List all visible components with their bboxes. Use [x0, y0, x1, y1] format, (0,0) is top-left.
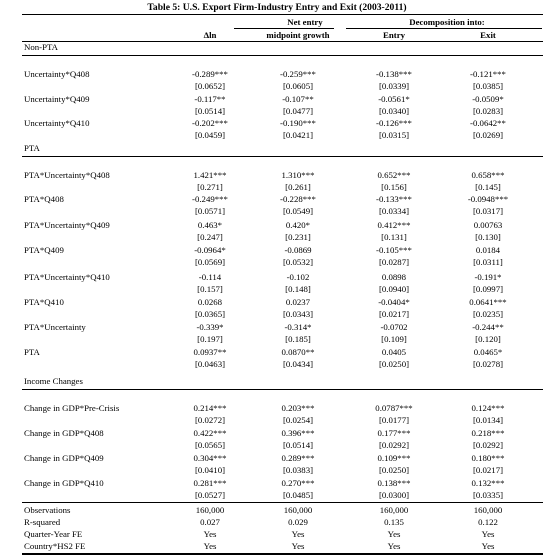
footer-label: Observations	[24, 505, 71, 515]
coef-cell: 0.0268	[197, 297, 223, 307]
se-cell: [0.0571]	[194, 206, 226, 216]
se-cell: [0.0335]	[472, 490, 504, 500]
row-label: PTA*Uncertainty*Q408	[24, 170, 110, 180]
se-cell: [0.0292]	[472, 440, 504, 450]
coef-cell: -0.0509*	[472, 94, 504, 104]
coef-cell: 0.203***	[281, 403, 315, 413]
se-cell: [0.0292]	[378, 440, 410, 450]
coef-cell: 0.218***	[471, 428, 505, 438]
se-cell: [0.0343]	[282, 309, 314, 319]
se-cell: [0.0365]	[194, 309, 226, 319]
se-cell: [0.0477]	[282, 106, 314, 116]
se-cell: [0.0385]	[472, 81, 504, 91]
coef-cell: -0.202***	[192, 118, 228, 128]
se-cell: [0.0287]	[378, 257, 410, 267]
footer-cell: Yes	[203, 541, 217, 551]
se-cell: [0.157]	[197, 284, 223, 294]
se-cell: [0.0334]	[378, 206, 410, 216]
se-cell: [0.0652]	[194, 81, 226, 91]
se-cell: [0.0217]	[378, 309, 410, 319]
coef-cell: 0.0465*	[473, 347, 503, 357]
se-cell: [0.156]	[381, 182, 407, 192]
top-rule	[22, 14, 543, 15]
se-cell: [0.0549]	[282, 206, 314, 216]
footer-rule	[22, 502, 543, 503]
coef-cell: -0.102	[286, 272, 310, 282]
coef-cell: 0.652***	[377, 170, 411, 180]
decomposition-header: Decomposition into:	[409, 17, 485, 27]
section-label: PTA	[24, 143, 40, 153]
row-label: Change in GDP*Q410	[24, 478, 104, 488]
section-label: Income Changes	[24, 376, 83, 386]
se-cell: [0.0565]	[194, 440, 226, 450]
se-cell: [0.131]	[381, 232, 407, 242]
coef-cell: 0.270***	[281, 478, 315, 488]
footer-cell: Yes	[291, 541, 305, 551]
se-cell: [0.145]	[475, 182, 501, 192]
row-label: Change in GDP*Q408	[24, 428, 104, 438]
se-cell: [0.0514]	[282, 440, 314, 450]
footer-cell: Yes	[481, 541, 495, 551]
footer-cell: 0.122	[478, 517, 498, 527]
se-cell: [0.185]	[285, 334, 311, 344]
coef-cell: -0.0964*	[194, 245, 226, 255]
se-cell: [0.0514]	[194, 106, 226, 116]
coef-cell: 0.289***	[281, 453, 315, 463]
se-cell: [0.0459]	[194, 130, 226, 140]
se-cell: [0.0421]	[282, 130, 314, 140]
coef-cell: 0.109***	[377, 453, 411, 463]
se-cell: [0.0311]	[473, 257, 503, 267]
coef-cell: -0.0869	[284, 245, 312, 255]
coef-cell: -0.133***	[376, 194, 412, 204]
se-cell: [0.247]	[197, 232, 223, 242]
footer-cell: 160,000	[283, 505, 313, 515]
se-cell: [0.0317]	[472, 206, 504, 216]
net-entry-underline	[234, 28, 334, 29]
footer-cell: Yes	[387, 529, 401, 539]
se-cell: [0.0340]	[378, 106, 410, 116]
se-cell: [0.0272]	[194, 415, 226, 425]
coef-cell: 0.124***	[471, 403, 505, 413]
row-label: Change in GDP*Pre-Crisis	[24, 403, 120, 413]
coef-cell: -0.0702	[380, 322, 408, 332]
coef-cell: 0.304***	[193, 453, 227, 463]
row-label: PTA*Q410	[24, 297, 64, 307]
coef-cell: -0.0404*	[378, 297, 410, 307]
coef-cell: 0.0870**	[281, 347, 315, 357]
coef-cell: 0.214***	[193, 403, 227, 413]
coef-cell: -0.107**	[282, 94, 314, 104]
coef-cell: 0.0184	[475, 245, 501, 255]
coef-cell: -0.114	[198, 272, 222, 282]
se-cell: [0.0940]	[378, 284, 410, 294]
se-cell: [0.120]	[475, 334, 501, 344]
coef-cell: -0.121***	[470, 69, 506, 79]
footer-label: Country*HS2 FE	[24, 541, 86, 551]
se-cell: [0.0605]	[282, 81, 314, 91]
footer-cell: 0.135	[384, 517, 404, 527]
section-rule	[22, 389, 543, 390]
se-cell: [0.0315]	[378, 130, 410, 140]
section-rule	[22, 55, 543, 56]
row-label: PTA*Q408	[24, 194, 64, 204]
se-cell: [0.0177]	[378, 415, 410, 425]
se-cell: [0.0485]	[282, 490, 314, 500]
table-title: Table 5: U.S. Export Firm-Industry Entry and Exit (2003-2011)	[147, 2, 407, 13]
decomposition-underline	[346, 28, 542, 29]
coef-cell: -0.117**	[194, 94, 226, 104]
coef-cell: 0.138***	[377, 478, 411, 488]
coef-cell: 0.0641***	[469, 297, 507, 307]
coef-cell: 0.00763	[473, 220, 503, 230]
col-header-midpoint: midpoint growth	[266, 30, 330, 40]
coef-cell: -0.289***	[192, 69, 228, 79]
footer-cell: 0.029	[288, 517, 308, 527]
footer-cell: 0.027	[200, 517, 220, 527]
row-label: PTA*Uncertainty	[24, 322, 86, 332]
coef-cell: -0.190***	[280, 118, 316, 128]
se-cell: [0.0532]	[282, 257, 314, 267]
coef-cell: -0.244**	[472, 322, 504, 332]
coef-cell: 0.180***	[471, 453, 505, 463]
se-cell: [0.148]	[285, 284, 311, 294]
coef-cell: 0.177***	[377, 428, 411, 438]
coef-cell: -0.228***	[280, 194, 316, 204]
se-cell: [0.0569]	[194, 257, 226, 267]
coef-cell: -0.138***	[376, 69, 412, 79]
se-cell: [0.0250]	[378, 465, 410, 475]
coef-cell: 0.0405	[381, 347, 407, 357]
se-cell: [0.0383]	[282, 465, 314, 475]
footer-cell: 160,000	[473, 505, 503, 515]
se-cell: [0.0235]	[472, 309, 504, 319]
coef-cell: 0.0787***	[375, 403, 413, 413]
row-label: Uncertainty*Q408	[24, 69, 90, 79]
se-cell: [0.231]	[285, 232, 311, 242]
se-cell: [0.0339]	[378, 81, 410, 91]
row-label: PTA	[24, 347, 40, 357]
header-rule	[22, 41, 543, 42]
se-cell: [0.0278]	[472, 359, 504, 369]
footer-label: Quarter-Year FE	[24, 529, 83, 539]
net-entry-header: Net entry	[287, 17, 323, 27]
se-cell: [0.261]	[285, 182, 311, 192]
section-rule	[22, 156, 543, 157]
footer-cell: Yes	[203, 529, 217, 539]
se-cell: [0.271]	[197, 182, 223, 192]
coef-cell: -0.259***	[280, 69, 316, 79]
row-label: PTA*Uncertainty*Q410	[24, 272, 110, 282]
coef-cell: 0.0237	[285, 297, 311, 307]
se-cell: [0.0217]	[472, 465, 504, 475]
coef-cell: -0.191*	[474, 272, 502, 282]
se-cell: [0.0410]	[194, 465, 226, 475]
se-cell: [0.0254]	[282, 415, 314, 425]
se-cell: [0.109]	[381, 334, 407, 344]
row-label: PTA*Q409	[24, 245, 64, 255]
footer-cell: Yes	[387, 541, 401, 551]
col-header-exit: Exit	[480, 30, 496, 40]
row-label: Change in GDP*Q409	[24, 453, 104, 463]
coef-cell: -0.0948***	[467, 194, 509, 204]
coef-cell: 0.0898	[381, 272, 407, 282]
coef-cell: 0.132***	[471, 478, 505, 488]
coef-cell: 0.420*	[285, 220, 311, 230]
coef-cell: 0.463*	[197, 220, 223, 230]
se-cell: [0.0134]	[472, 415, 504, 425]
coef-cell: -0.249***	[192, 194, 228, 204]
se-cell: [0.130]	[475, 232, 501, 242]
se-cell: [0.0463]	[194, 359, 226, 369]
coef-cell: 0.422***	[193, 428, 227, 438]
coef-cell: -0.339*	[196, 322, 224, 332]
footer-cell: Yes	[481, 529, 495, 539]
coef-cell: -0.126***	[376, 118, 412, 128]
coef-cell: -0.0642**	[470, 118, 506, 128]
se-cell: [0.197]	[197, 334, 223, 344]
row-label: Uncertainty*Q410	[24, 118, 90, 128]
se-cell: [0.0997]	[472, 284, 504, 294]
footer-cell: 160,000	[195, 505, 225, 515]
coef-cell: 0.412***	[377, 220, 411, 230]
se-cell: [0.0434]	[282, 359, 314, 369]
se-cell: [0.0527]	[194, 490, 226, 500]
se-cell: [0.0269]	[472, 130, 504, 140]
coef-cell: -0.105***	[376, 245, 412, 255]
se-cell: [0.0250]	[378, 359, 410, 369]
coef-cell: 0.396***	[281, 428, 315, 438]
footer-cell: 160,000	[379, 505, 409, 515]
se-cell: [0.0283]	[472, 106, 504, 116]
coef-cell: 0.0937**	[193, 347, 227, 357]
coef-cell: 0.281***	[193, 478, 227, 488]
row-label: Uncertainty*Q409	[24, 94, 90, 104]
coef-cell: 1.310***	[281, 170, 315, 180]
col-header-entry: Entry	[383, 30, 405, 40]
row-label: PTA*Uncertainty*Q409	[24, 220, 110, 230]
footer-label: R-squared	[24, 517, 61, 527]
coef-cell: 0.658***	[471, 170, 505, 180]
coef-cell: -0.0561*	[378, 94, 410, 104]
coef-cell: 1.421***	[193, 170, 227, 180]
section-label: Non-PTA	[24, 42, 58, 52]
footer-cell: Yes	[291, 529, 305, 539]
coef-cell: -0.314*	[284, 322, 312, 332]
bottom-rule	[22, 553, 543, 555]
se-cell: [0.0300]	[378, 490, 410, 500]
col-header-dln: Δln	[203, 30, 217, 40]
